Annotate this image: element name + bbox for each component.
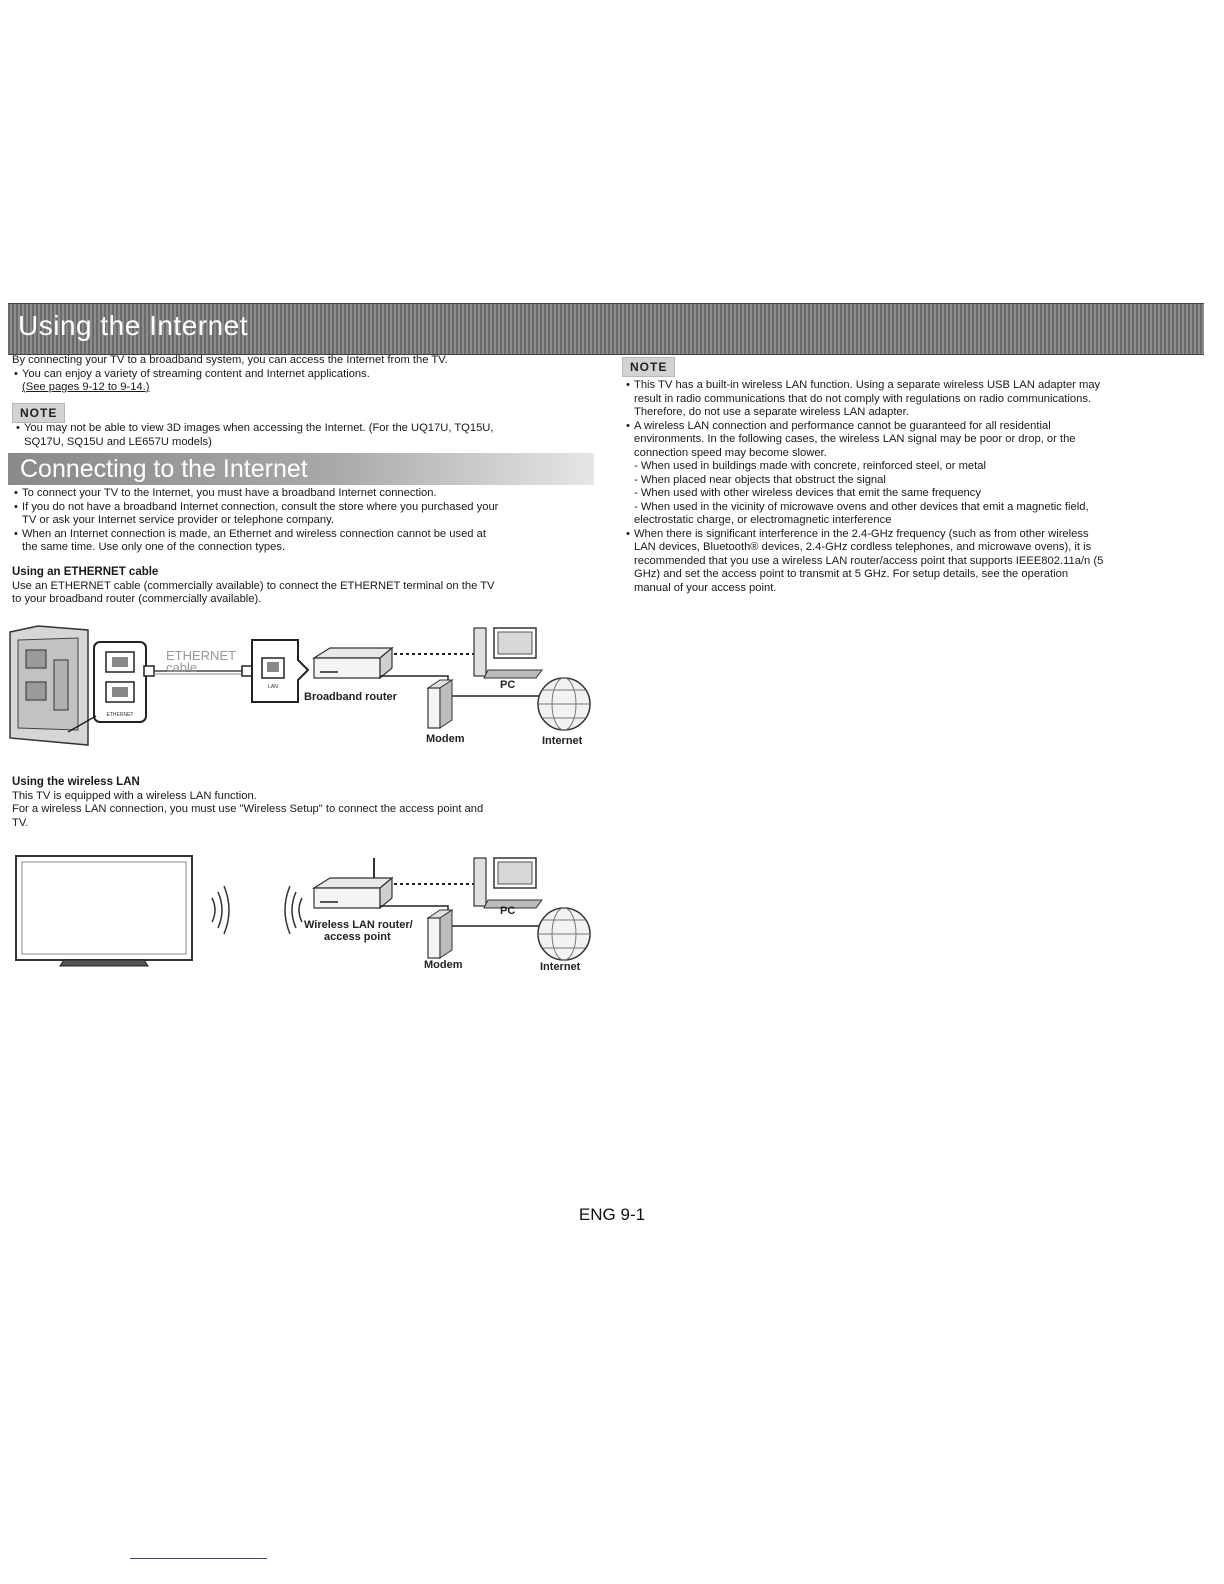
- note-dash-cont: electrostatic charge, or electromagnetic interference: [634, 514, 892, 526]
- intro-line: By connecting your TV to a broadband system, you can access the Internet from the TV.: [12, 354, 448, 366]
- ethernet-diagram: [8, 620, 598, 750]
- note-label: NOTE: [12, 403, 65, 423]
- pc-label: PC: [500, 679, 516, 691]
- note-bullet-cont: environments. In the following cases, the wireless LAN signal may be poor or drop, or the: [634, 433, 1076, 445]
- modem-label: Modem: [424, 959, 463, 971]
- internet-label: Internet: [542, 735, 583, 747]
- note-badge-right: [622, 357, 675, 377]
- wireless-router-icon: [314, 858, 392, 908]
- pc-label: PC: [500, 905, 516, 917]
- modem-icon: [428, 910, 452, 958]
- wireless-diagram: [8, 850, 598, 975]
- modem-icon: [428, 680, 452, 728]
- section-title: Connecting to the Internet: [20, 455, 308, 483]
- title-banner: [8, 303, 1204, 355]
- router-port-callout: [252, 640, 308, 702]
- note-dash-item: - When used with other wireless devices that emit the same frequency: [634, 487, 981, 499]
- page-number: ENG 9-1: [578, 1205, 646, 1224]
- note-dash-item: - When used in buildings made with concrete, reinforced steel, or metal: [634, 460, 986, 472]
- connecting-bullet: • If you do not have a broadband Internet connection, consult the store where you purchased your: [12, 501, 602, 515]
- note-badge: [12, 403, 65, 423]
- wireless-heading: Using the wireless LAN: [12, 776, 140, 788]
- tv-icon: [16, 856, 192, 966]
- intro-bullet: • You can enjoy a variety of streaming content and Internet applications.: [12, 368, 602, 382]
- ethernet-port-callout: [94, 642, 146, 722]
- pc-icon: [474, 628, 542, 678]
- wireless-section: [12, 776, 602, 830]
- connecting-banner: [8, 453, 594, 485]
- note-label: NOTE: [622, 357, 675, 377]
- note-item-cont: SQ17U, SQ15U and LE657U models): [24, 435, 212, 448]
- note-bullet: • When there is significant interference in the 2.4-GHz frequency (such as from other wireless: [624, 528, 1209, 542]
- note-dash-item: - When used in the vicinity of microwave ovens and other devices that emit a magnetic field,: [634, 500, 1089, 513]
- modem-label: Modem: [426, 733, 465, 745]
- internet-label: Internet: [540, 961, 581, 973]
- wireless-text: For a wireless LAN connection, you must use "Wireless Setup" to connect the access point and: [12, 803, 484, 815]
- bottom-rule: [130, 1558, 267, 1559]
- connecting-bullet-cont: TV or ask your Internet service provider or telephone company.: [22, 514, 334, 526]
- ethernet-section: [12, 566, 602, 607]
- connecting-bullet: • To connect your TV to the Internet, you must have a broadband Internet connection.: [12, 487, 602, 501]
- note-bullet-cont: LAN devices, Bluetooth® devices, 2.4-GHz cordless telephones, and microwave ovens), it is: [634, 541, 1092, 553]
- wireless-waves-icon: [212, 886, 302, 934]
- intro-block: [12, 354, 602, 395]
- ethernet-cable-label-2: cable: [166, 660, 198, 675]
- see-pages-link[interactable]: (See pages 9-12 to 9-14.): [22, 381, 150, 393]
- note-bullet-cont: connection speed may become slower.: [634, 446, 827, 459]
- note-bullet-cont: Therefore, do not use a separate wireless LAN adapter.: [634, 406, 909, 418]
- ethernet-text: Use an ETHERNET cable (commercially available) to connect the ETHERNET terminal on the TV: [12, 579, 495, 592]
- internet-globe-icon: [538, 908, 590, 960]
- broadband-router-icon: [314, 648, 392, 678]
- wireless-text: TV.: [12, 816, 29, 829]
- ethernet-cable-label: ETHERNET: [166, 648, 237, 663]
- note-item: • You may not be able to view 3D images when accessing the Internet. (For the UQ17U, TQ15U,: [14, 422, 604, 436]
- svg-text:LAN: LAN: [268, 684, 278, 690]
- note-2-text: [624, 379, 1209, 595]
- broadband-router-label: Broadband router: [304, 691, 397, 703]
- note-dash-item: - When placed near objects that obstruct the signal: [634, 473, 886, 486]
- wireless-router-label: Wireless LAN router/: [304, 919, 413, 931]
- internet-globe-icon: [538, 678, 590, 730]
- connecting-bullet-cont: the same time. Use only one of the connection types.: [22, 541, 286, 553]
- note-bullet-cont: recommended that you use a wireless LAN router/access point that supports IEEE802.11a/n (5: [634, 554, 1104, 567]
- note-bullet-cont: manual of your access point.: [634, 581, 777, 594]
- ethernet-text: to your broadband router (commercially available).: [12, 593, 262, 605]
- svg-text:ETHERNET: ETHERNET: [106, 712, 134, 718]
- pc-icon: [474, 858, 542, 908]
- connecting-bullet: • When an Internet connection is made, an Ethernet and wireless connection cannot be used at: [12, 528, 602, 542]
- page-title: Using the Internet: [18, 310, 249, 341]
- ethernet-heading: Using an ETHERNET cable: [12, 566, 159, 578]
- note-bullet-cont: GHz) and set the access point to transmit at 5 GHz. For setup details, see the operation: [634, 568, 1069, 580]
- note-bullet-cont: result in radio communications that do not comply with regulations on radio communications.: [634, 392, 1092, 405]
- wireless-router-label-2: access point: [324, 931, 391, 943]
- note-1-text: [14, 422, 604, 449]
- connecting-bullets: [12, 487, 602, 555]
- note-bullet: • This TV has a built-in wireless LAN function. Using a separate wireless USB LAN adapter may: [624, 379, 1209, 393]
- wireless-text: This TV is equipped with a wireless LAN function.: [12, 789, 257, 802]
- note-bullet: • A wireless LAN connection and performance cannot be guaranteed for all residential: [624, 420, 1209, 434]
